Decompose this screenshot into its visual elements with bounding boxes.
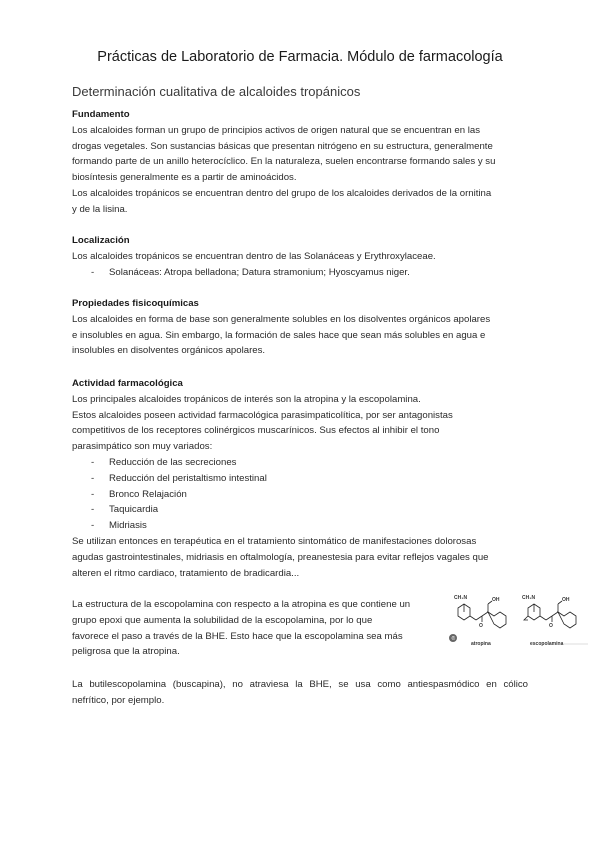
fundamento-line: biosíntesis generalmente es a partir de aminoácidos.: [72, 172, 297, 184]
list-item: - Midriasis: [72, 518, 528, 534]
escopolamina-oh-label: OH: [562, 597, 570, 603]
localizacion-heading: Localización: [72, 235, 130, 246]
escopolamina-o-label: O: [549, 623, 553, 629]
propiedades-line: insolubles en disolventes orgánicos apolares.: [72, 345, 266, 357]
actividad-section: [72, 376, 528, 581]
localizacion-list: [72, 265, 528, 281]
atropina-oh-label: OH: [492, 597, 500, 603]
propiedades-line: e insolubles en agua. Sin embargo, la formación de sales hace que sean más solubles en agua e: [72, 329, 486, 341]
actividad-line: competitivos de los receptores colinérgicos muscarínicos. Sus efectos al inhibir el tono: [72, 425, 440, 437]
atropina-label: atropina: [471, 641, 491, 647]
fundamento-line: Los alcaloides forman un grupo de principios activos de origen natural que se encuentran en las: [72, 124, 480, 136]
page-title: Prácticas de Laboratorio de Farmacia. Módulo de farmacología: [97, 49, 503, 65]
propiedades-section: [72, 296, 528, 359]
estructura-section: [72, 597, 442, 660]
estructura-line: favorece el paso a través de la BHE. Esto hace que la escopolamina sea más: [72, 630, 403, 642]
estructura-line: La estructura de la escopolamina con respecto a la atropina es que contiene un: [72, 599, 411, 610]
actividad-line: parasimpático son muy variados:: [72, 441, 213, 453]
escopolamina-ch3n-label: CH₃N: [522, 595, 536, 601]
fundamento-line: Los alcaloides tropánicos se encuentran dentro del grupo de los alcaloides derivados de la ornitina: [72, 187, 492, 199]
list-item: - Bronco Relajación: [72, 487, 528, 503]
list-item: - Solanáceas: Atropa belladona; Datura stramonium; Hyoscyamus niger.: [72, 265, 528, 281]
atropina-badge-glyph: ®: [451, 636, 456, 642]
fundamento-line: y de la lisina.: [72, 203, 128, 215]
actividad-line: agudas gastrointestinales, midriasis en oftalmología, preanestesia para evitar reflejos vagales que: [72, 551, 489, 563]
escopolamina-structure: [518, 594, 590, 652]
actividad-line: Se utilizan entonces en terapéutica en el tratamiento sintomático de manifestaciones dolorosas: [72, 535, 477, 547]
list-item: - Reducción de las secreciones: [72, 455, 528, 471]
localizacion-line: Los alcaloides tropánicos se encuentran dentro de las Solanáceas y Erythroxylaceae.: [72, 250, 436, 262]
actividad-line: Los principales alcaloides tropánicos de interés son la atropina y la escopolamina.: [72, 393, 421, 405]
fundamento-line: drogas vegetales. Son sustancias básicas que presentan nitrógeno en su estructura, generalmente: [72, 140, 493, 152]
atropina-o-label: O: [479, 623, 483, 629]
localizacion-section: [72, 233, 528, 280]
propiedades-line: Los alcaloides en forma de base son generalmente solubles en los disolventes orgánicos apolares: [72, 313, 491, 325]
escopolamina-label: escopolamina: [530, 641, 564, 647]
actividad-heading: Actividad farmacológica: [72, 378, 183, 389]
atropina-ch3n-label: CH₃N: [454, 595, 468, 601]
fundamento-line: formando parte de un anillo heterocíclico. En la naturaleza, suelen encontrarse formando sales y su: [72, 156, 496, 168]
list-item: - Taquicardia: [72, 502, 528, 518]
butilescopolamina-section: [72, 677, 528, 709]
section-subtitle: Determinación cualitativa de alcaloides tropánicos: [72, 84, 361, 99]
actividad-line: alteren el ritmo cardiaco, tratamiento de bradicardia...: [72, 567, 300, 579]
estructura-line: grupo epoxi que aumenta la solubilidad de la escopolamina, por lo que: [72, 614, 373, 626]
actividad-line: Estos alcaloides poseen actividad farmacológica parasimpaticolítica, por ser antagonistas: [72, 409, 453, 421]
butilescopolamina-line: La butilescopolamina (buscapina), no atraviesa la BHE, se usa como antiespasmódico en cólico: [72, 679, 528, 690]
fundamento-heading: Fundamento: [72, 109, 130, 120]
estructura-line: peligrosa que la atropina.: [72, 646, 180, 658]
butilescopolamina-line: nefrítico, por ejemplo.: [72, 694, 165, 706]
list-item: - Reducción del peristaltismo intestinal: [72, 471, 528, 487]
efectos-list: [72, 455, 528, 534]
atropina-structure: [446, 594, 514, 652]
fundamento-section: [72, 107, 528, 218]
propiedades-heading: Propiedades fisicoquímicas: [72, 298, 199, 309]
